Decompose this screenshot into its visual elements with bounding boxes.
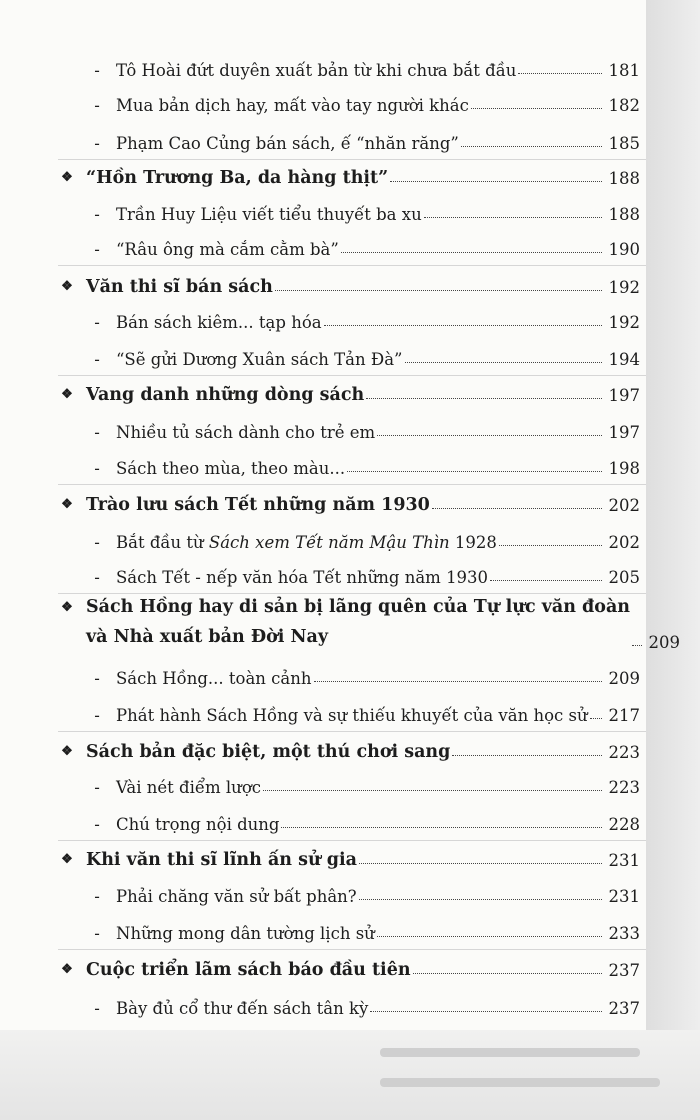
dot-leader xyxy=(377,935,602,937)
toc-page-number: 197 xyxy=(608,423,640,442)
toc-section-entry[interactable] xyxy=(0,984,646,1018)
toc-entry-title: “Râu ông mà cắm cằm bà” xyxy=(116,240,339,259)
toc-entry-title: Chú trọng nội dung xyxy=(116,815,280,834)
toc-section-entry[interactable] xyxy=(0,763,646,797)
toc-section-entry[interactable] xyxy=(0,872,646,906)
dot-leader xyxy=(518,72,602,74)
dot-leader xyxy=(366,397,602,399)
toc-entry-title: Sách bản đặc biệt, một thú chơi sang xyxy=(86,742,451,762)
dash-marker: - xyxy=(94,350,100,369)
toc-entry-title: Trần Huy Liệu viết tiểu thuyết ba xu xyxy=(116,205,422,224)
toc-chapter-entry[interactable] xyxy=(0,481,646,515)
toc-section-entry[interactable] xyxy=(0,81,646,115)
dash-marker: - xyxy=(94,134,100,153)
dot-leader xyxy=(359,862,602,864)
dot-leader xyxy=(471,107,602,109)
dot-leader xyxy=(424,216,602,218)
bleed-text-line xyxy=(380,1078,660,1087)
toc-section-entry[interactable] xyxy=(0,518,646,552)
toc-section-entry[interactable] xyxy=(0,46,646,80)
page-edge-shadow xyxy=(646,0,700,1030)
bleed-text-line xyxy=(380,1048,640,1057)
toc-entry-title: Cuộc triển lãm sách báo đầu tiên xyxy=(86,960,411,980)
dot-leader xyxy=(413,972,602,974)
toc-section-entry[interactable] xyxy=(0,800,646,834)
dash-marker: - xyxy=(94,459,100,478)
toc-chapter-entry[interactable] xyxy=(0,371,646,405)
dot-leader xyxy=(275,289,602,291)
toc-entry-title: Phải chăng văn sử bất phân? xyxy=(116,887,357,906)
toc-section-entry[interactable] xyxy=(0,190,646,224)
toc-entry-title: Bán sách kiêm... tạp hóa xyxy=(116,313,322,332)
toc-page-number: 209 xyxy=(648,633,681,652)
diamond-bullet-icon: ❖ xyxy=(61,170,73,185)
toc-page-number: 185 xyxy=(608,134,640,153)
toc-page-number: 223 xyxy=(608,778,640,797)
dot-leader xyxy=(341,251,602,253)
toc-section-entry[interactable] xyxy=(0,909,646,943)
toc-page-number: 209 xyxy=(608,669,640,688)
toc-section-entry[interactable] xyxy=(0,298,646,332)
toc-section-entry[interactable] xyxy=(0,335,646,369)
toc-page-number: 194 xyxy=(608,350,640,369)
toc-section-entry[interactable] xyxy=(0,119,646,153)
dot-leader xyxy=(324,324,602,326)
dot-leader xyxy=(314,680,602,682)
dot-leader xyxy=(452,754,602,756)
toc-entry-title-line1: Sách Hồng hay di sản bị lãng quên của Tự lực văn đoàn xyxy=(86,597,631,617)
diamond-bullet-icon: ❖ xyxy=(61,600,73,615)
toc-section-entry[interactable] xyxy=(0,225,646,259)
toc-page-number: 237 xyxy=(608,999,640,1018)
toc-entry-title xyxy=(116,533,497,552)
dash-marker: - xyxy=(94,999,100,1018)
toc-entry-title-italic: Sách xem Tết năm Mậu Thìn xyxy=(208,533,450,552)
toc-entry-title-line2: và Nhà xuất bản Đời Nay xyxy=(86,627,329,647)
toc-entry-title xyxy=(86,592,630,652)
dot-leader xyxy=(632,644,642,646)
toc-section-entry[interactable] xyxy=(0,553,646,587)
toc-page-number: 181 xyxy=(608,61,640,80)
dash-marker: - xyxy=(94,669,100,688)
toc-entry-title: “Sẽ gửi Dương Xuân sách Tản Đà” xyxy=(116,350,403,369)
toc-page-number: 223 xyxy=(608,743,640,762)
dash-marker: - xyxy=(94,533,100,552)
toc-entry-title: Bày đủ cổ thư đến sách tân kỳ xyxy=(116,999,369,1018)
toc-page-number: 192 xyxy=(608,313,640,332)
dash-marker: - xyxy=(94,313,100,332)
dot-leader xyxy=(377,434,602,436)
toc-entry-title: Sách Hồng... toàn cảnh xyxy=(116,669,312,688)
dash-marker: - xyxy=(94,887,100,906)
dot-leader xyxy=(405,361,603,363)
toc-chapter-entry[interactable] xyxy=(0,592,681,652)
toc-entry-title: Trào lưu sách Tết những năm 1930 xyxy=(86,495,430,515)
diamond-bullet-icon: ❖ xyxy=(61,962,73,977)
toc-page-number: 231 xyxy=(608,887,640,906)
toc-page-number: 202 xyxy=(608,533,640,552)
toc-page-number: 182 xyxy=(608,96,640,115)
toc-page-number: 197 xyxy=(608,386,640,405)
toc-page-number: 188 xyxy=(608,169,640,188)
toc-page-number: 198 xyxy=(608,459,640,478)
toc-chapter-entry[interactable] xyxy=(0,836,646,870)
toc-entry-title: Văn thi sĩ bán sách xyxy=(86,277,273,297)
dash-marker: - xyxy=(94,96,100,115)
toc-entry-title: Tô Hoài đứt duyên xuất bản từ khi chưa bắt đầu xyxy=(116,61,517,80)
dash-marker: - xyxy=(94,205,100,224)
dash-marker: - xyxy=(94,778,100,797)
dash-marker: - xyxy=(94,61,100,80)
dot-leader xyxy=(263,789,602,791)
dash-marker: - xyxy=(94,706,100,725)
toc-entry-title: Sách theo mùa, theo màu... xyxy=(116,459,346,478)
toc-entry-title: Phát hành Sách Hồng và sự thiếu khuyết của văn học sử xyxy=(116,706,588,725)
toc-page-number: 228 xyxy=(608,815,640,834)
toc-page-number: 231 xyxy=(608,851,640,870)
dash-marker: - xyxy=(94,240,100,259)
dash-marker: - xyxy=(94,924,100,943)
next-page-bleed xyxy=(0,1030,700,1120)
toc-entry-title: Khi văn thi sĩ lĩnh ấn sử gia xyxy=(86,850,358,870)
toc-page-number: 190 xyxy=(608,240,640,259)
diamond-bullet-icon: ❖ xyxy=(61,279,73,294)
dot-leader xyxy=(359,898,602,900)
dot-leader xyxy=(490,579,602,581)
toc-entry-title: Sách Tết - nếp văn hóa Tết những năm 1930 xyxy=(116,568,489,587)
toc-page-number: 188 xyxy=(608,205,640,224)
toc-page-number: 192 xyxy=(608,278,640,297)
dot-leader xyxy=(347,470,602,472)
toc-section-entry[interactable] xyxy=(0,444,646,478)
toc-chapter-entry[interactable] xyxy=(0,263,646,297)
dot-leader xyxy=(499,544,602,546)
dot-leader xyxy=(432,507,602,509)
toc-section-entry[interactable] xyxy=(0,408,646,442)
toc-page-number: 233 xyxy=(608,924,640,943)
dash-marker: - xyxy=(94,423,100,442)
toc-page-number: 202 xyxy=(608,496,640,515)
dot-leader xyxy=(461,145,602,147)
toc-entry-title: Nhiều tủ sách dành cho trẻ em xyxy=(116,423,376,442)
dot-leader xyxy=(281,826,602,828)
toc-entry-title-prefix: Bắt đầu từ xyxy=(116,533,209,552)
dot-leader xyxy=(390,180,602,182)
toc-entry-title: Mua bản dịch hay, mất vào tay người khác xyxy=(116,96,469,115)
toc-entry-title: Vang danh những dòng sách xyxy=(86,385,365,405)
toc-entry-title: Phạm Cao Củng bán sách, ế “nhăn răng” xyxy=(116,134,459,153)
dot-leader xyxy=(370,1010,602,1012)
toc-chapter-entry[interactable] xyxy=(0,154,646,188)
toc-entry-title-suffix: 1928 xyxy=(449,533,497,552)
dash-marker: - xyxy=(94,815,100,834)
toc-page-number: 205 xyxy=(608,568,640,587)
toc-entry-title: Những mong dân tường lịch sử xyxy=(116,924,375,943)
dot-leader xyxy=(590,717,602,719)
diamond-bullet-icon: ❖ xyxy=(61,387,73,402)
toc-chapter-entry[interactable] xyxy=(0,946,646,980)
toc-section-entry[interactable] xyxy=(0,654,646,688)
toc-entry-title: “Hồn Trương Ba, da hàng thịt” xyxy=(86,168,389,188)
toc-section-entry[interactable] xyxy=(0,691,646,725)
dash-marker: - xyxy=(94,568,100,587)
toc-page-number: 237 xyxy=(608,961,640,980)
toc-entry-title: Vài nét điểm lược xyxy=(116,778,261,797)
toc-chapter-entry[interactable] xyxy=(0,728,646,762)
diamond-bullet-icon: ❖ xyxy=(61,852,73,867)
diamond-bullet-icon: ❖ xyxy=(61,744,73,759)
toc-page-number: 217 xyxy=(608,706,640,725)
diamond-bullet-icon: ❖ xyxy=(61,497,73,512)
